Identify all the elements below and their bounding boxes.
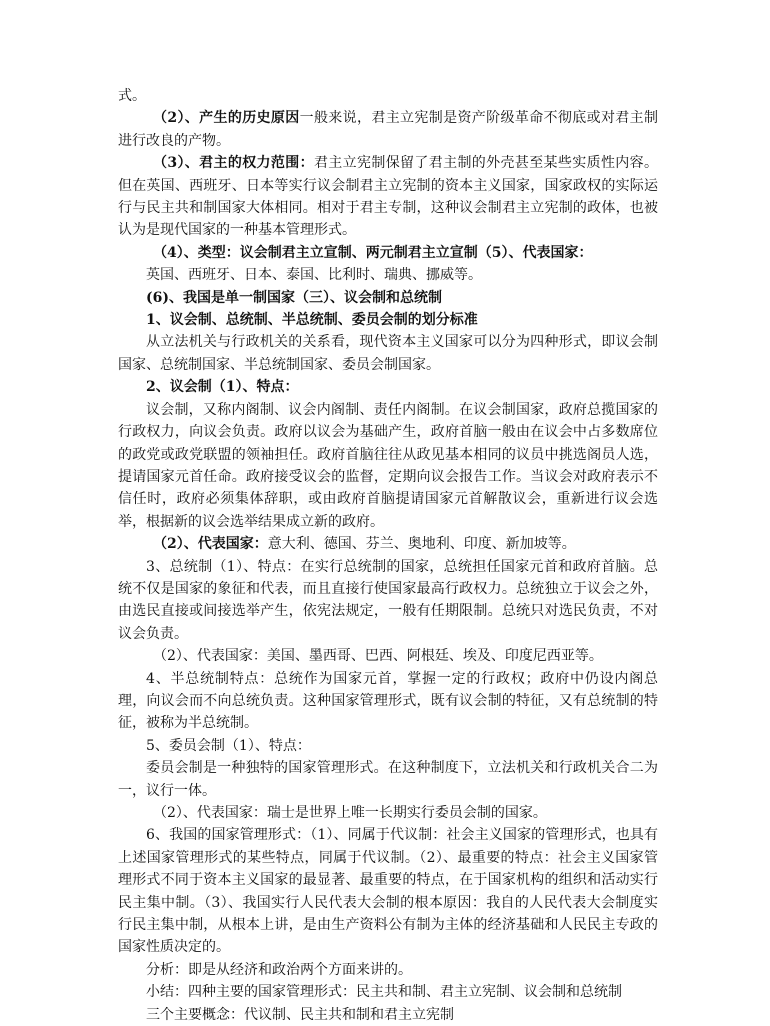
- paragraph-text: 英国、西班牙、日本、泰国、比利时、瑞典、挪威等。: [146, 267, 482, 284]
- paragraph-text: 三个主要概念：代议制、民主共和制和君主立宪制: [146, 1006, 454, 1023]
- paragraph: [118, 824, 658, 958]
- paragraph: [118, 533, 658, 555]
- paragraph-text: 分析：即是从经济和政治两个方面来讲的。: [146, 961, 412, 978]
- paragraph-text: 式。: [118, 88, 146, 104]
- paragraph: [118, 645, 658, 667]
- paragraph-text: 一般来说，君主立宪制是资产阶级革命不彻底或对君主制进行改良的产物。: [118, 110, 658, 149]
- paragraph-text: 4、半总统制特点：总统作为国家元首，掌握一定的行政权；政府中仍设内阁总理，向议会而不向总统负责。这种国家管理形式，既有议会制的特征，又有总统制的特征，被称为半总统制。: [118, 670, 658, 732]
- paragraph-text: 5、委员会制（1）、特点：: [146, 737, 311, 754]
- paragraph: [118, 735, 658, 757]
- paragraph: [118, 152, 658, 242]
- paragraph-text: （2）、代表国家：美国、墨西哥、巴西、阿根廷、埃及、印度尼西亚等。: [153, 648, 603, 665]
- paragraph: [118, 959, 658, 981]
- paragraph-heading: (6)、我国是单一制国家（三）、议会制和总统制: [146, 289, 442, 306]
- paragraph-text: 6、我国的国家管理形式：（1）、同属于代议制：社会主义国家的管理形式，也具有上述国家管理形式的某些特点，同属于代议制。（2）、最重要的特点：社会主义国家管理形式不同于资本主义国家的最显著、最重要的特点，在于国家机构的组织和活动实行民主集中制。（3）、我国实行人民代表大会制的根本原因：我自的人民代表大会制度实行民主集中制，从根本上讲，是由生产资料公有制为主体的经济基础和人民民主专政的国家性质决定的。: [118, 827, 658, 956]
- paragraph: [118, 757, 658, 802]
- paragraph: [118, 1004, 658, 1026]
- paragraph-text: 小结：四种主要的国家管理形式：民主共和制、君主立宪制、议会制和总统制: [146, 984, 622, 1001]
- paragraph-text: 从立法机关与行政机关的关系看，现代资本主义国家可以分为四种形式，即议会制国家、总统制国家、半总统制国家、委员会制国家。: [118, 334, 658, 373]
- document-body: [118, 85, 658, 1026]
- paragraph-text: 3、总统制（1）、特点：在实行总统制的国家，总统担任国家元首和政府首脑。总统不仅是国家的象征和代表，而且直接行使国家最高行政权力。总统独立于议会之外，由选民直接或间接选举产生，依宪法规定，一般有任期限制。总统只对选民负责，不对议会负责。: [118, 558, 658, 642]
- paragraph: [118, 399, 658, 533]
- paragraph: [118, 242, 658, 264]
- paragraph-heading: （3）、君主的权力范围：: [153, 155, 314, 172]
- paragraph-heading: （2）、产生的历史原因: [153, 110, 300, 127]
- paragraph: [118, 264, 658, 286]
- paragraph: [118, 981, 658, 1003]
- paragraph: [118, 85, 658, 107]
- paragraph: [118, 556, 658, 646]
- paragraph: [118, 309, 658, 331]
- paragraph: [118, 376, 658, 398]
- paragraph-heading: 1、议会制、总统制、半总统制、委员会制的划分标准: [146, 312, 478, 329]
- paragraph-text: 委员会制是一种独特的国家管理形式。在这种制度下，立法机关和行政机关合二为一，议行一体。: [118, 760, 658, 799]
- paragraph-text: （2）、代表国家：瑞士是世界上唯一长期实行委员会制的国家。: [153, 805, 547, 821]
- paragraph-heading: 2、议会制（1）、特点：: [146, 379, 299, 396]
- paragraph: [118, 331, 658, 376]
- paragraph-text: 意大利、德国、芬兰、奥地利、印度、新加坡等。: [267, 536, 576, 553]
- paragraph-text: 君主立宪制保留了君主制的外壳甚至某些实质性内容。但在英国、西班牙、日本等实行议会制君主立宪制的资本主义国家，国家政权的实际运行与民主共和制国家大体相同。相对于君主专制，这种议会制君主立宪制的政体，也被认为是现代国家的一种基本管理形式。: [118, 155, 659, 239]
- paragraph-heading: （2）、代表国家：: [153, 536, 268, 553]
- paragraph: [118, 107, 658, 152]
- paragraph: [118, 802, 658, 824]
- paragraph: [118, 668, 658, 735]
- paragraph-heading: （4）、类型：议会制君主立宣制、两元制君主立宣制（5）、代表国家：: [153, 244, 593, 261]
- paragraph-text: 议会制，又称内阁制、议会内阁制、责任内阁制。在议会制国家，政府总揽国家的行政权力，向议会负责。政府以议会为基础产生，政府首脑一般由在议会中占多数席位的政党或政党联盟的领袖担任。政府首脑往往从政见基本相同的议员中挑选阁员人选，提请国家元首任命。政府接受议会的监督，定期向议会报告工作。当议会对政府表示不信任时，政府必须集体辞职，或由政府首脑提请国家元首解散议会，重新进行议会选举，根据新的议会选举结果成立新的政府。: [118, 401, 658, 530]
- paragraph: [118, 287, 658, 309]
